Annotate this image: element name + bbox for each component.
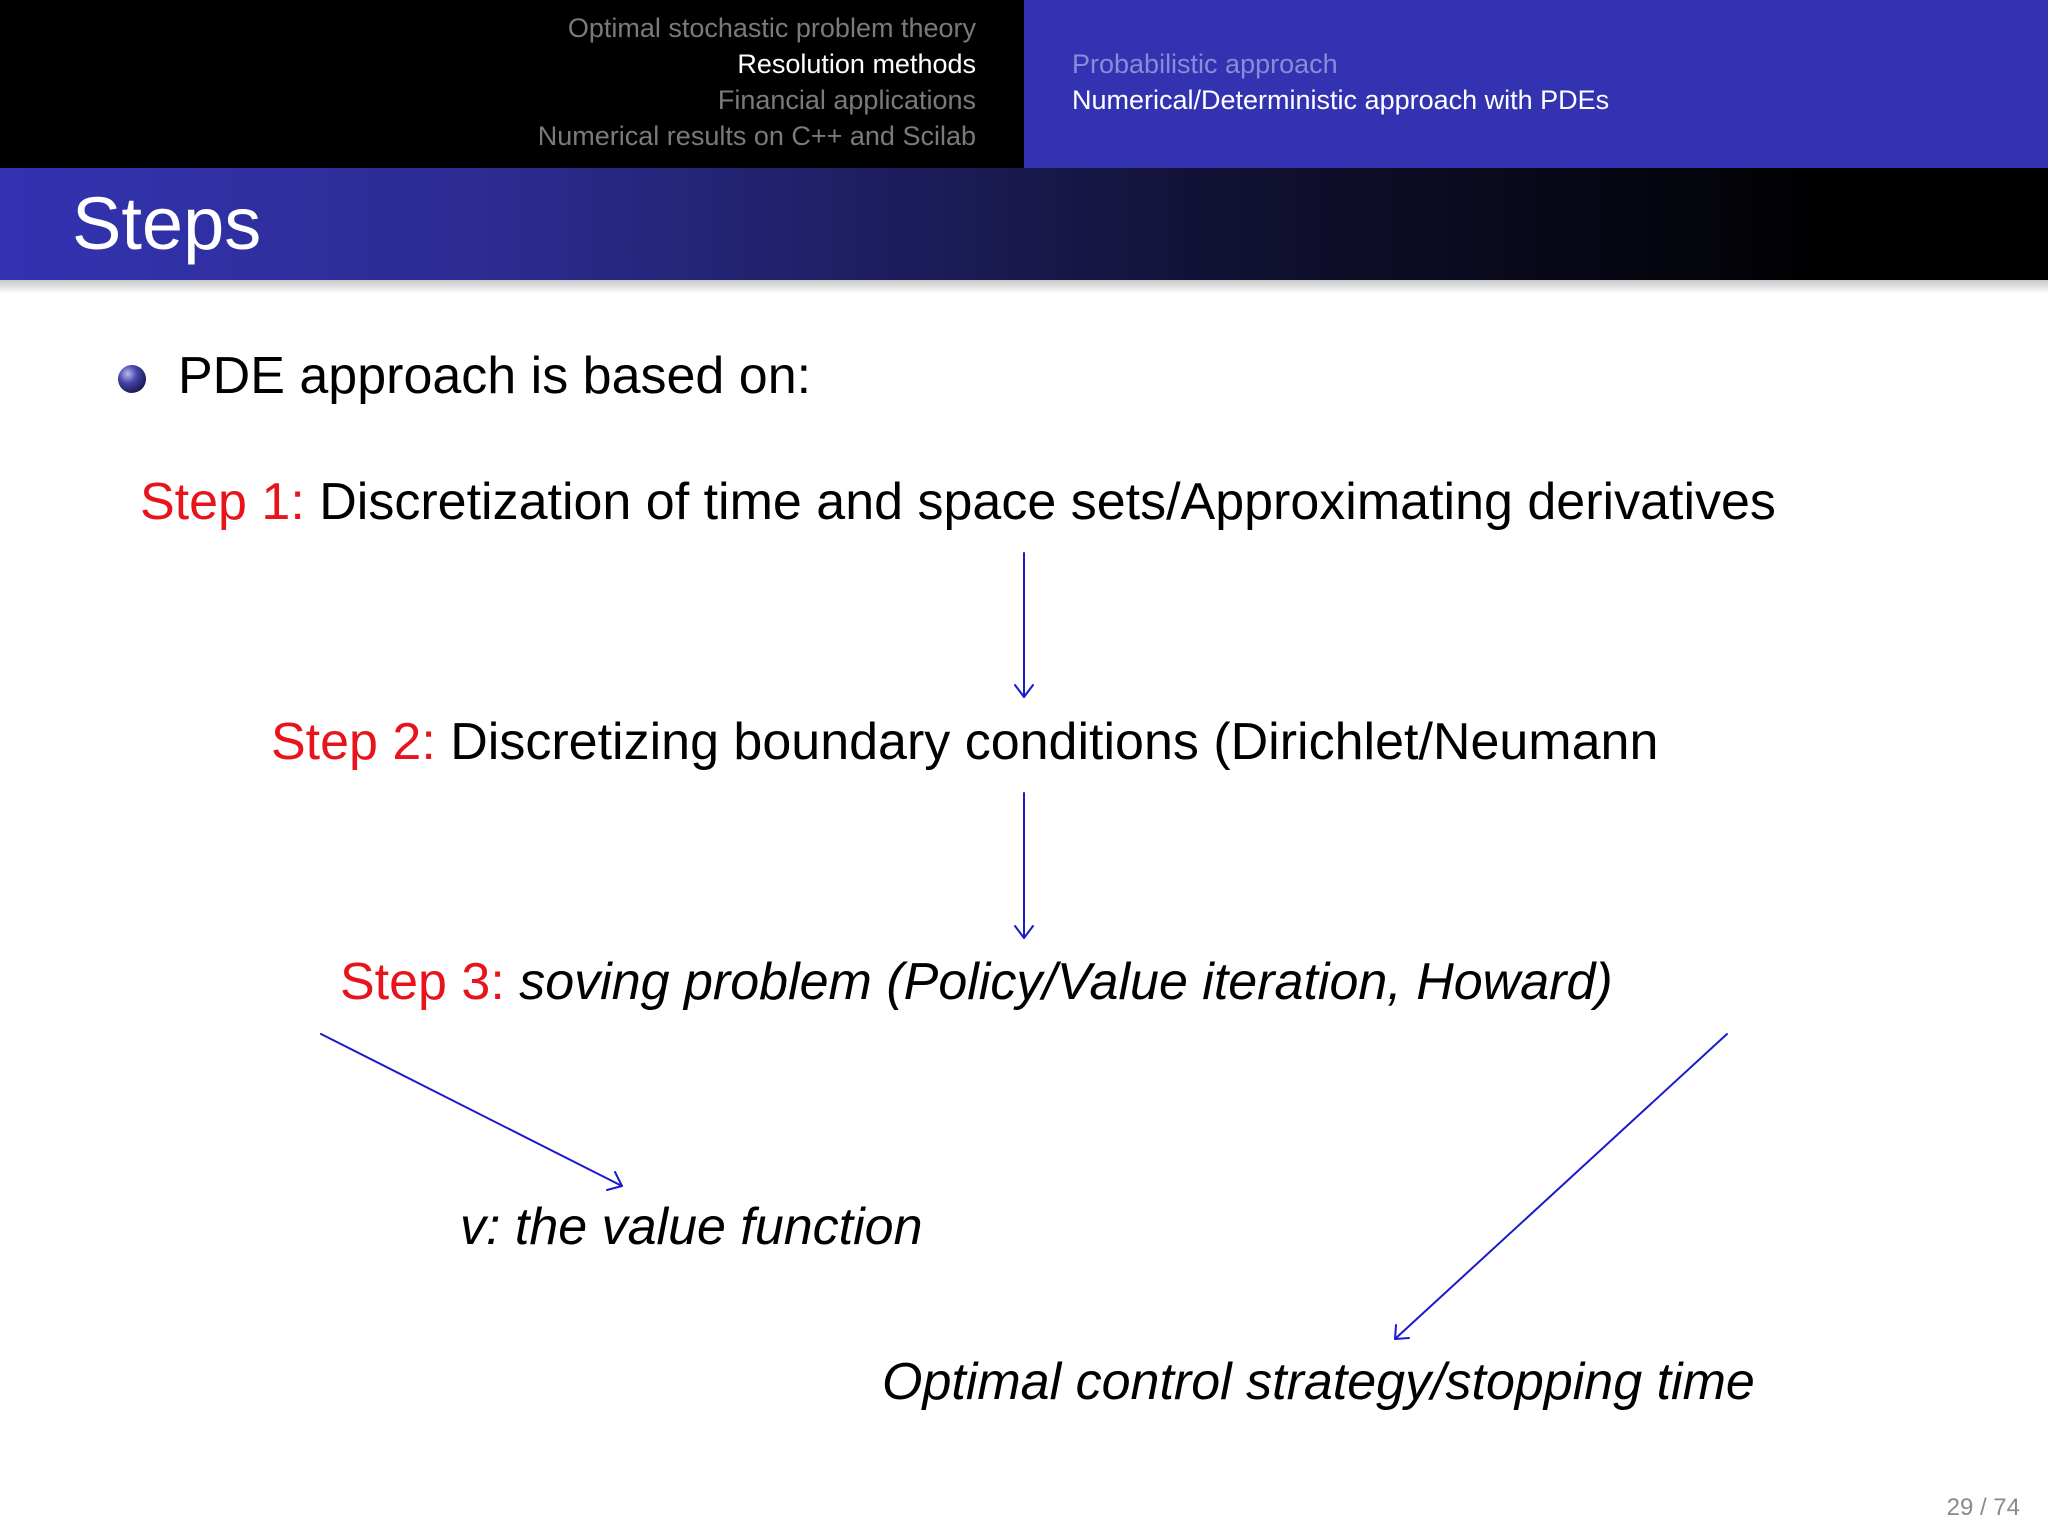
step-2-label: Step 2: — [271, 713, 436, 771]
value-function-text: : the value function — [486, 1198, 923, 1256]
nav-section-optimal-theory[interactable]: Optimal stochastic problem theory — [567, 13, 976, 43]
arrow-step3-to-value-function — [321, 1034, 622, 1190]
value-function-variable: v — [460, 1198, 486, 1256]
step-3-text: soving problem (Policy/Value iteration, Howard) — [519, 953, 1613, 1011]
nav-subsection-probabilistic[interactable]: Probabilistic approach — [1072, 49, 1338, 79]
step-2-text: Discretizing boundary conditions (Dirichlet/Neumann — [450, 713, 1659, 771]
arrow-step1-to-step2 — [1015, 553, 1033, 697]
nav-subsection-pde[interactable]: Numerical/Deterministic approach with PDEs — [1072, 85, 1610, 115]
bullet-text: PDE approach is based on: — [178, 347, 812, 405]
frame-title: Steps — [72, 182, 262, 265]
nav-section-resolution-methods[interactable]: Resolution methods — [737, 49, 976, 79]
step-1-label: Step 1: — [140, 473, 305, 531]
step-1-text: Discretization of time and space sets/Approximating derivatives — [319, 473, 1776, 531]
step-3-label: Step 3: — [340, 953, 505, 1011]
arrow-step2-to-step3 — [1015, 793, 1033, 938]
arrow-step3-to-optimal-control — [1395, 1034, 1727, 1339]
outcome-optimal-control: Optimal control strategy/stopping time — [882, 1353, 1755, 1411]
nav-section-numerical-results[interactable]: Numerical results on C++ and Scilab — [537, 121, 976, 151]
page-number: 29 / 74 — [1946, 1494, 2020, 1521]
nav-section-financial-applications[interactable]: Financial applications — [717, 85, 976, 115]
